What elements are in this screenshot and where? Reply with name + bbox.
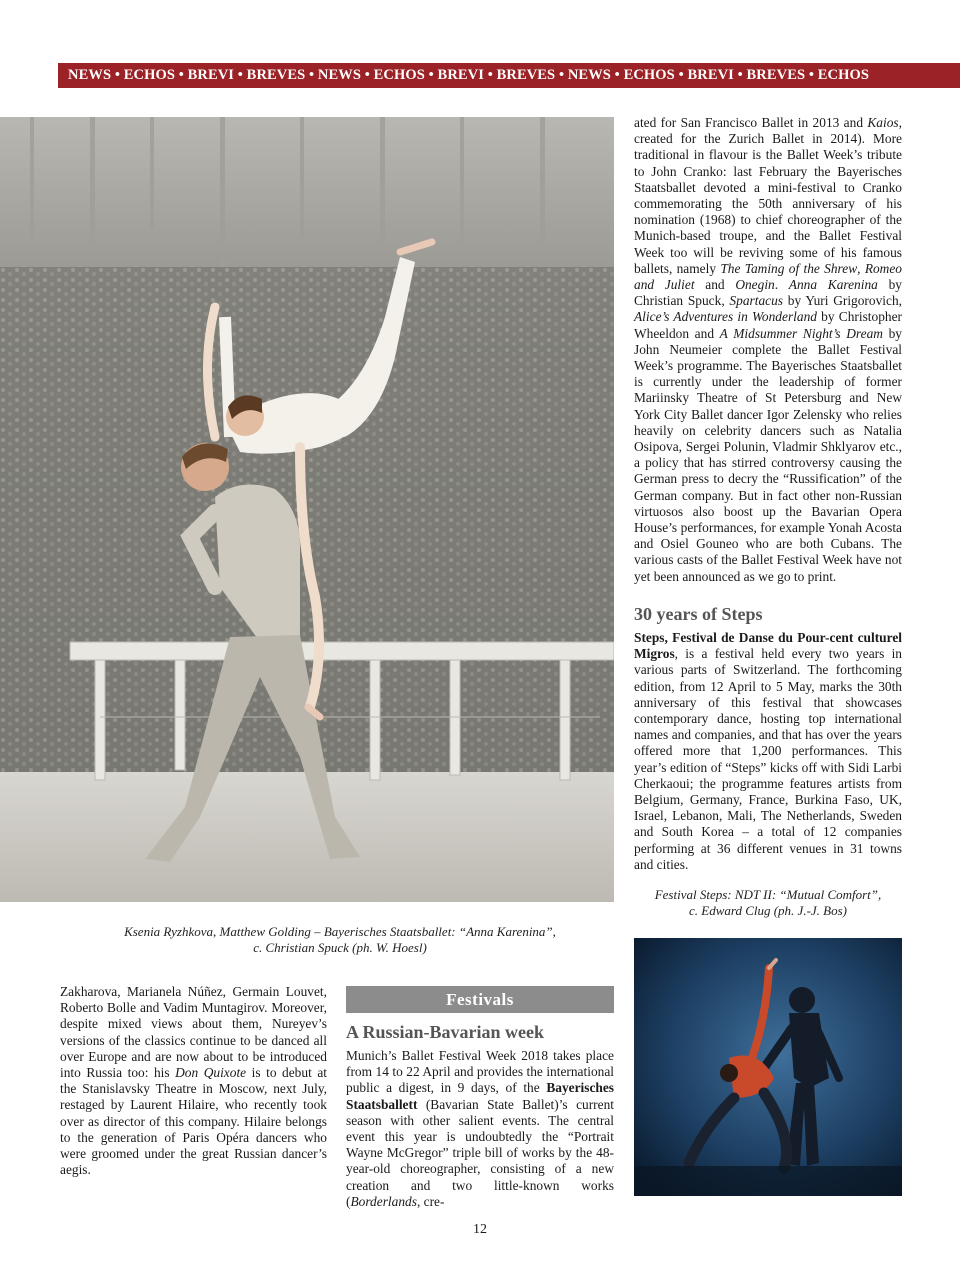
main-photo-caption xyxy=(60,924,620,956)
festivals-section-label: Festivals xyxy=(346,986,614,1013)
main-photo-illustration xyxy=(0,117,614,902)
page-number: 12 xyxy=(473,1222,487,1237)
left-column-text xyxy=(60,984,327,1178)
main-caption-line1: Ksenia Ryzhkova, Matthew Golding – Bayerisches Staatsballet: “Anna Karenina”, xyxy=(124,924,556,939)
section-banner xyxy=(58,63,960,88)
article-paragraph: ated for San Francisco Ballet in 2013 and Kaios, created for the Zurich Ballet in 2014). More traditional in flavour is the Ballet Week’s tribute to John Cranko: last February the Bayerisches Staatsballet devoted a mini-festival to Cranko commemorating the 50th anniversary of his nomination (1968) to chief choreographer of the Munich-based troupe, and the Ballet Festival Week too will be reviving some of his famous ballets, namely The Taming of the Shrew, Romeo and Juliet and Onegin. Anna Karenina by Christian Spuck, Spartacus by Yuri Grigorovich, Alice’s Adventures in Wonderland by Christopher Wheeldon and A Midsummer Night’s Dream by John Neumeier complete the Ballet Festival Week’s programme. The Bayerisches Staatsballet is currently under the leadership of former Mariinsky Theatre of St Petersburg and New York City Ballet dancer Igor Zelensky who relies heavily on celebrity dancers such as Natalia Osipova, Sergei Polunin, Vladmir Shklyarov etc., a policy that has stirred controversy causing the German press to decry the “Russification” of the German company. But in fact other non-Russian virtuosos also boost up the Bavarian Opera House’s performances, for example Yonah Acosta and Osiel Gouneo who are both Cubans. The various casts of the Ballet Festival Week have not yet been announced as we go to print. xyxy=(634,115,902,584)
steps-photo-caption xyxy=(634,887,902,919)
steps-caption-line2: c. Edward Clug (ph. J.-J. Bos) xyxy=(688,903,848,918)
right-column-text xyxy=(634,115,902,585)
steps-caption-line1: Festival Steps: NDT II: “Mutual Comfort”, xyxy=(654,887,882,902)
left-paragraph: Zakharova, Marianela Núñez, Germain Louvet, Roberto Bolle and Vadim Muntagirov. Moreover, despite mixed views about them, Nureyev’s versions of the classics continue to be danced all over Europe and are now about to be introduced into Russia too: his Don Quixote is to debut at the Stanislavsky Theatre in Moscow, next July, restaged by Laurent Hilaire, who recently took over as director of this company. Hilaire belongs to the generation of Paris Opéra dancers who were groomed under the great Russian dancer’s aegis. xyxy=(60,984,327,1178)
steps-paragraph: Steps, Festival de Danse du Pour-cent culturel Migros, is a festival held every two years in various parts of Switzerland. The forthcoming edition, from 12 April to 5 May, marks the 30th anniversary of this festival that showcases contemporary dance, hosting top international names and companies, and that has over the years offered more that 1,200 performances. This year’s edition of “Steps” kicks off with Sidi Larbi Cherkaoui; the programme features artists from Belgium, Germany, France, Burkina Faso, UK, Israel, Lebanon, Mali, The Netherlands, Sweden and South Korea – a total of 12 companies performing at 36 different venues in 31 towns and cities. xyxy=(634,630,902,872)
banner-text: NEWS • ECHOS • BREVI • BREVES • NEWS • ECHOS • BREVI • BREVES • NEWS • ECHOS • BREVI • BREVES • ECHOS xyxy=(68,67,870,83)
festivals-text xyxy=(346,1048,614,1210)
main-caption-line2: c. Christian Spuck (ph. W. Hoesl) xyxy=(253,940,427,955)
steps-photo xyxy=(634,938,902,1196)
steps-heading: 30 years of Steps xyxy=(634,604,763,624)
main-photo xyxy=(0,117,614,902)
festivals-paragraph: Munich’s Ballet Festival Week 2018 takes place from 14 to 22 April and provides the international public a digest, in 9 days, of the Bayerisches Staatsballett (Bavarian State Ballet)’s current season with other salient events. The central event this year is undoubtedly the “Portrait Wayne McGregor” triple bill of works by the 48-year-old choreographer, consisting of a new creation and two little-known works (Borderlands, cre- xyxy=(346,1048,614,1209)
steps-text xyxy=(634,630,902,873)
steps-photo-illustration xyxy=(634,938,902,1196)
russian-bavarian-heading: A Russian-Bavarian week xyxy=(346,1022,545,1042)
